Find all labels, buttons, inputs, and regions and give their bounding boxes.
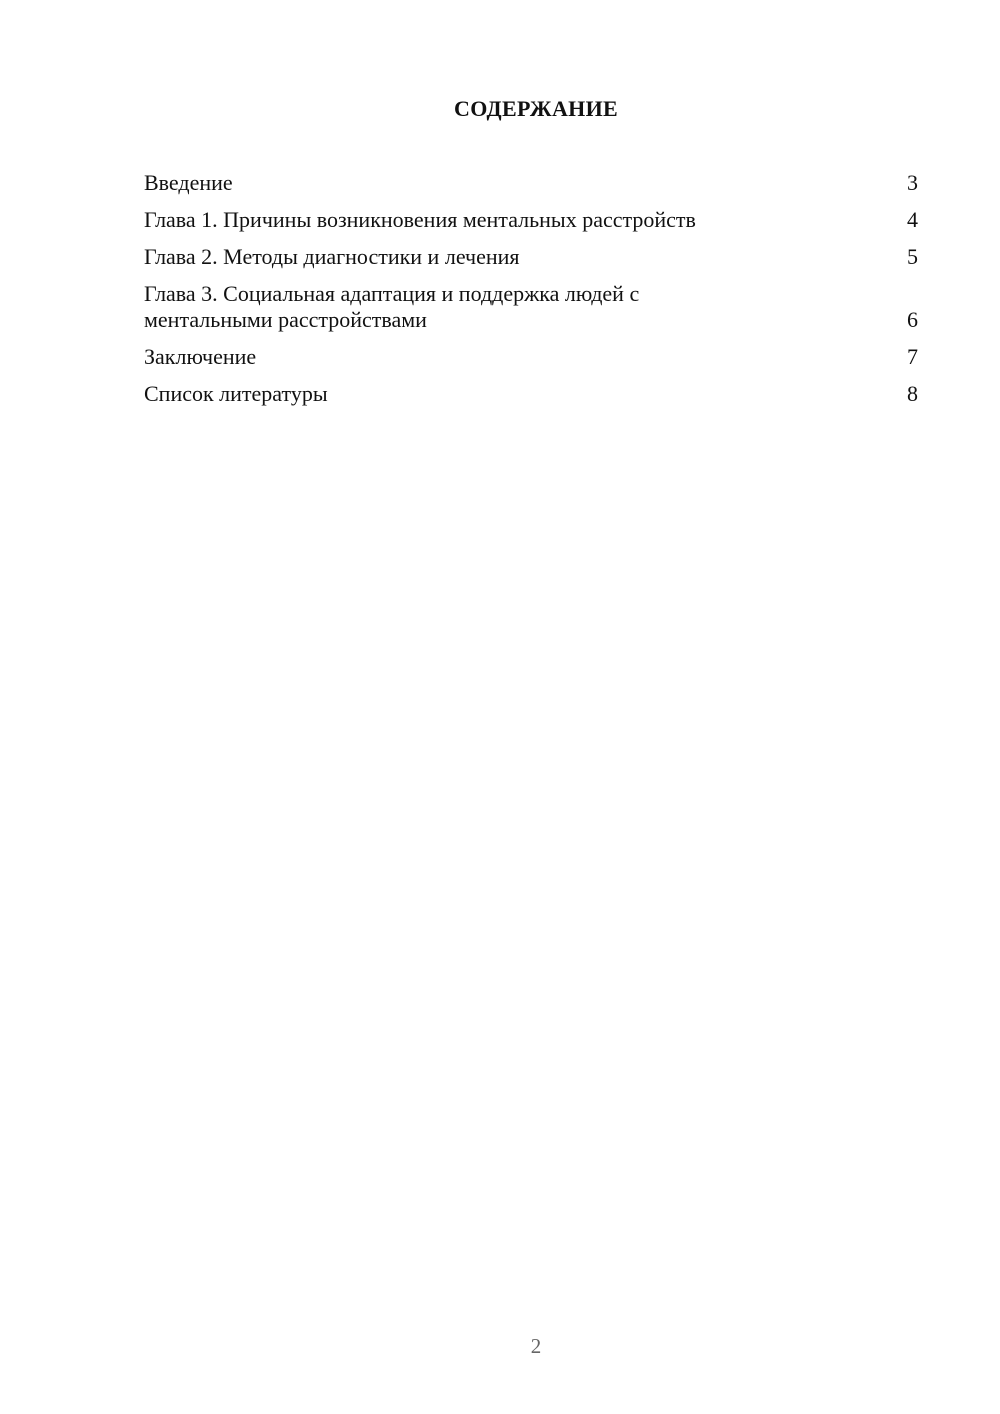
toc-entry-page: 7 [907, 344, 918, 369]
toc-entry-page: 8 [907, 381, 918, 406]
toc-entry-label: Заключение [144, 344, 257, 369]
page-number: 2 [530, 1334, 542, 1358]
toc-entry-label: Глава 1. Причины возникновения ментальных расстройств [144, 207, 696, 232]
toc-entry-chapter-1 [144, 207, 918, 233]
toc-entry-label: Глава 2. Методы диагностики и лечения [144, 244, 520, 269]
toc-entry-page: 6 [907, 307, 918, 332]
toc-entry-chapter-3 [144, 281, 918, 333]
toc-entry-chapter-2 [144, 244, 918, 270]
toc-entry-page: 5 [907, 244, 918, 269]
toc-entry-page: 4 [907, 207, 918, 232]
toc-entry-conclusion [144, 344, 918, 370]
toc-entry-label: Введение [144, 170, 233, 195]
toc-entry-references [144, 381, 918, 407]
toc-title: СОДЕРЖАНИЕ [454, 96, 618, 121]
toc-entry-introduction [144, 170, 918, 196]
toc-entry-label: Глава 3. Социальная адаптация и поддержка людей с ментальными расстройствами [144, 281, 640, 332]
toc-entry-label: Список литературы [144, 381, 328, 406]
table-of-contents [144, 170, 918, 418]
toc-entry-page: 3 [907, 170, 918, 195]
